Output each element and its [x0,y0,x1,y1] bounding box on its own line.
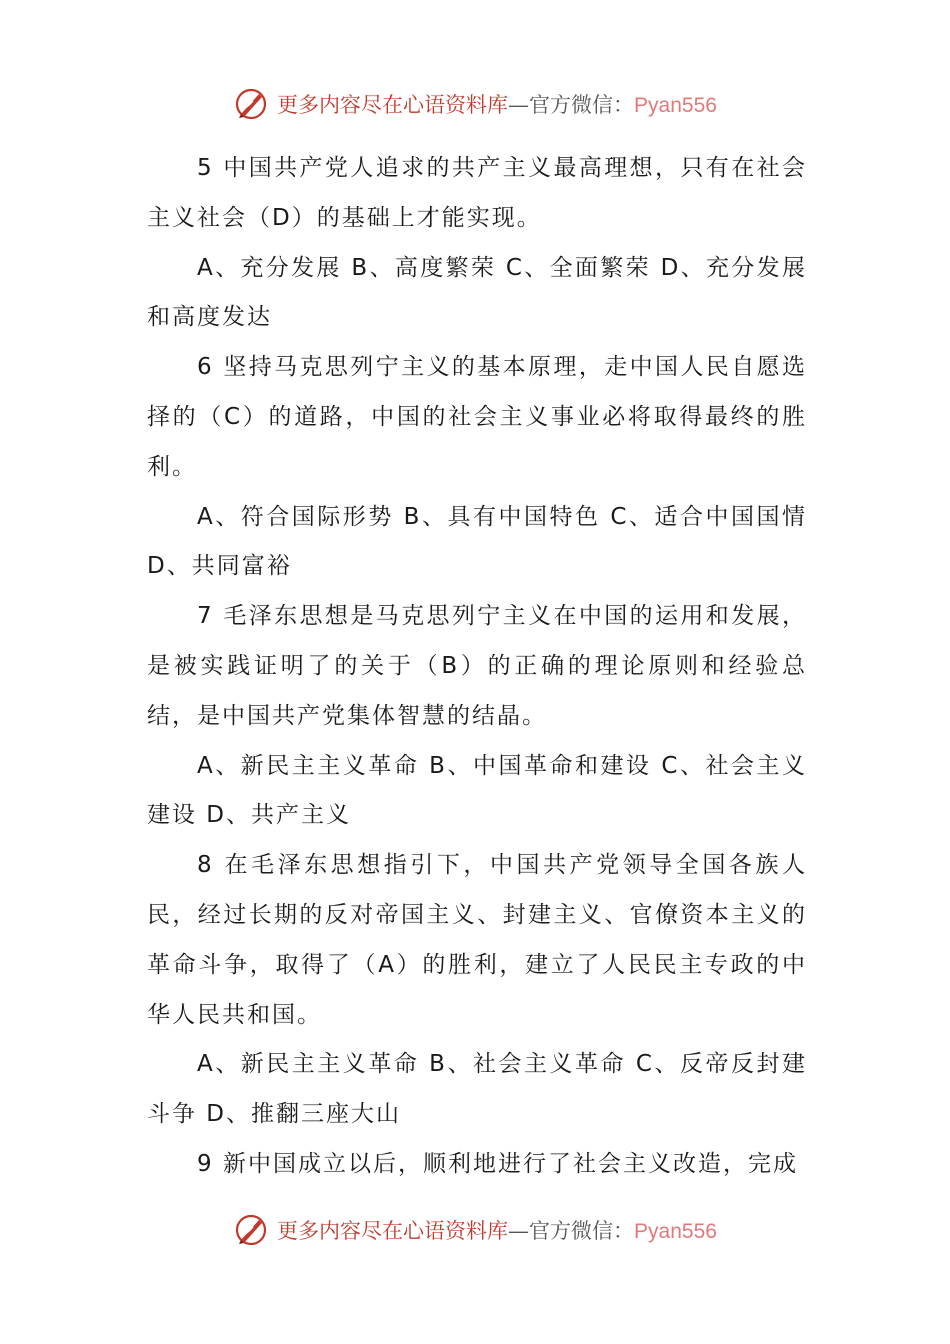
banner-site-name: 更多内容尽在心语资料库 [277,93,509,117]
question-7: 7 毛泽东思想是马克思列宁主义在中国的运用和发展，是被实践证明了的关于（B）的正确的理论原则和经验总结，是中国共产党集体智慧的结晶。 [147,603,807,729]
pen-logo-icon [233,86,269,122]
banner-text [277,89,717,119]
banner-site-name: 更多内容尽在心语资料库 [277,1219,509,1243]
header-watermark-banner [0,84,950,124]
question-8: 8 在毛泽东思想指引下，中国共产党领导全国各族人民，经过长期的反对帝国主义、封建主义、官僚资本主义的革命斗争，取得了（A）的胜利，建立了人民民主专政的中华人民共和国。 [147,852,807,1028]
options-8: A、新民主主义革命 B、社会主义革命 C、反帝反封建斗争 D、推翻三座大山 [147,1051,807,1128]
question-9: 9 新中国成立以后，顺利地进行了社会主义改造，完成 [197,1150,798,1177]
banner-wechat-id: Pyan556 [634,94,717,117]
question-5: 5 中国共产党人追求的共产主义最高理想，只有在社会主义社会（D）的基础上才能实现。 [147,155,807,231]
banner-dash: — [508,93,530,117]
options-5: A、充分发展 B、高度繁荣 C、全面繁荣 D、充分发展和高度发达 [147,254,807,331]
banner-dash: — [508,1219,530,1243]
banner-wechat-label: 官方微信： [529,1219,635,1243]
banner-wechat-id: Pyan556 [634,1220,717,1243]
footer-watermark-banner [0,1210,950,1250]
options-7: A、新民主主义革命 B、中国革命和建设 C、社会主义建设 D、共产主义 [147,752,807,829]
banner-text [277,1215,717,1245]
question-6: 6 坚持马克思列宁主义的基本原理，走中国人民自愿选择的（C）的道路，中国的社会主义事业必将取得最终的胜利。 [147,354,807,480]
pen-logo-icon [233,1212,269,1248]
document-body [147,144,807,1190]
banner-wechat-label: 官方微信： [529,93,635,117]
options-6: A、符合国际形势 B、具有中国特色 C、适合中国国情 D、共同富裕 [147,503,807,580]
